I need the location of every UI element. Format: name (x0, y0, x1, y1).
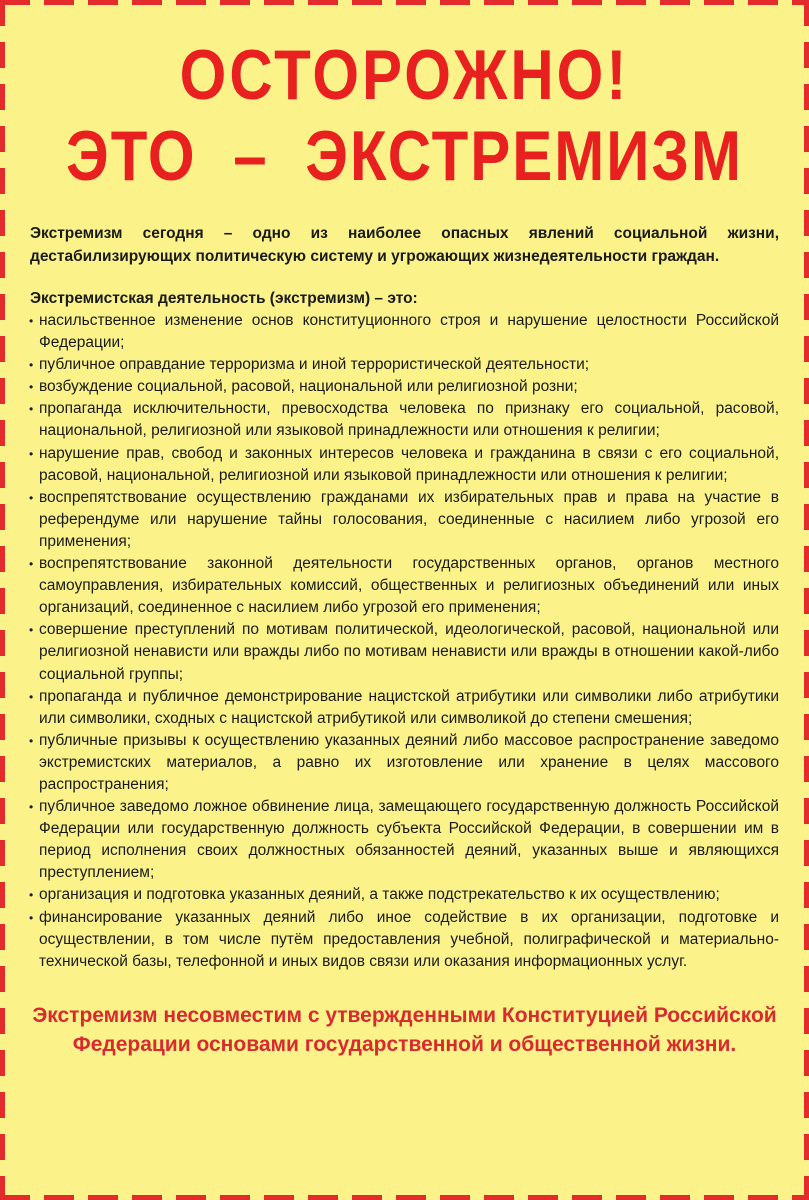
intro-paragraph: Экстремизм сегодня – одно из наиболее опасных явлений социальной жизни, дестабилизирующих политическую систему и угрожающих жизнедеятельности граждан. (30, 225, 779, 265)
list-item: • возбуждение социальной, расовой, национальной или религиозной розни; (30, 376, 779, 398)
list-item: • воспрепятствование осуществлению гражданами их избирательных прав и права на участие в референдуме или нарушение тайны голосования, соединенные с насилием либо угрозой его применения; (30, 487, 779, 553)
list-item: • публичное заведомо ложное обвинение лица, замещающего государственную должность Российской Федерации или государственную должность субъекта Российской Федерации, в совершении им в период исполнения своих должностных обязанностей деяний, указанных выше и являющихся преступлением; (30, 796, 779, 884)
list-heading: Экстремистская деятельность (экстремизм) – это: (30, 290, 418, 307)
border-left (0, 0, 5, 1200)
closing-statement: Экстремизм несовместим с утвержденными Конституцией Российской Федерации основами государственной и общественной жизни. (32, 1003, 777, 1056)
list-item: • нарушение прав, свобод и законных интересов человека и гражданина в связи с его социальной, расовой, национальной, религиозной или языковой принадлежности или отношения к религии; (30, 443, 779, 487)
list-item: • публичные призывы к осуществлению указанных деяний либо массовое распространение заведомо экстремистских материалов, а равно их изготовление или хранение в целях массового распространения; (30, 730, 779, 796)
border-bottom (0, 1195, 809, 1200)
list-item: • финансирование указанных деяний либо иное содействие в их организации, подготовке и осуществлении, в том числе путём предоставления учебной, полиграфической и материально-технической базы, телефонной и иных видов связи или оказания информационных услуг. (30, 907, 779, 973)
list-item: • пропаганда и публичное демонстрирование нацистской атрибутики или символики либо атрибутики или символики, сходных с нацистской атрибутикой или символикой до степени смешения; (30, 686, 779, 730)
list-item: • публичное оправдание терроризма и иной террористической деятельности; (30, 354, 779, 376)
poster (30, 0, 779, 1080)
title-line-1: ОСТОРОЖНО! (179, 35, 630, 115)
title-line-2: ЭТО – ЭКСТРЕМИЗМ (66, 116, 743, 196)
list-item: • воспрепятствование законной деятельности государственных органов, органов местного самоуправления, избирательных комиссий, общественных и религиозных объединений или иных организаций, соединенное с насилием либо угрозой его применения; (30, 553, 779, 619)
border-right (804, 0, 809, 1200)
activity-list (30, 310, 779, 973)
list-item: • насильственное изменение основ конституционного строя и нарушение целостности Российской Федерации; (30, 310, 779, 354)
list-item: • совершение преступлений по мотивам политической, идеологической, расовой, национальной или религиозной ненависти или вражды либо по мотивам ненависти или вражды в отношении какой-либо социальной группы; (30, 619, 779, 685)
list-item: • организация и подготовка указанных деяний, а также подстрекательство к их осуществлению; (30, 884, 779, 906)
list-item: • пропаганда исключительности, превосходства человека по признаку его социальной, расовой, национальной, религиозной или языковой принадлежности или отношения к религии; (30, 398, 779, 442)
